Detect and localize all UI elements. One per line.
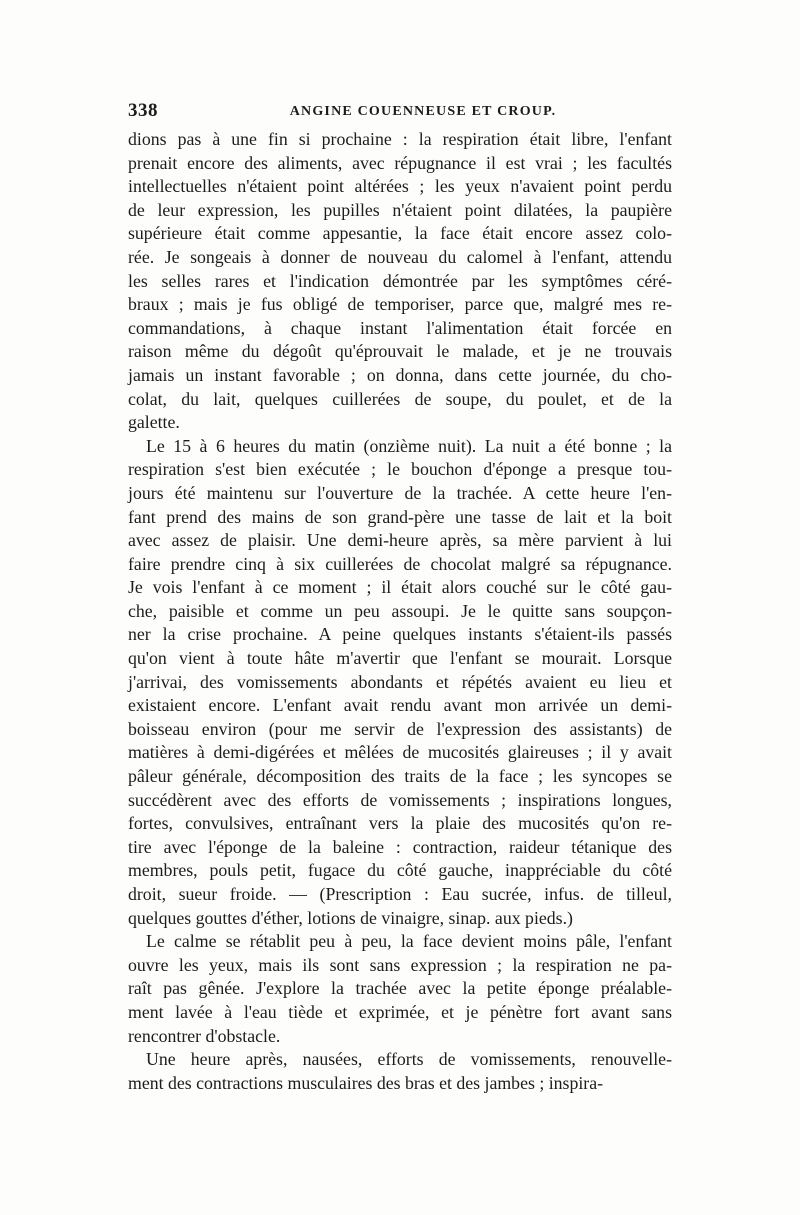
text-line: ment des contractions musculaires des bras et des jambes ; inspira- — [128, 1072, 604, 1093]
text-line: pâleur générale, décomposition des traits de la face ; les syncopes se — [128, 766, 672, 787]
page-number: 338 — [128, 100, 158, 121]
text-line: braux ; mais je fus obligé de temporiser, parce que, malgré mes re- — [128, 294, 672, 315]
running-title: ANGINE COUENNEUSE ET CROUP. — [289, 104, 557, 119]
text-line: j'arrivai, des vomissements abondants et répétés avaient eu lieu et — [128, 671, 672, 692]
text-line: jamais un instant favorable ; on donna, dans cette journée, du cho- — [128, 364, 672, 385]
paragraph — [128, 930, 672, 1048]
paragraph — [128, 128, 672, 435]
text-line: Je vois l'enfant à ce moment ; il était alors couché sur le côté gau- — [128, 577, 672, 598]
text-line: jours été maintenu sur l'ouverture de la trachée. A cette heure l'en- — [128, 482, 672, 503]
paragraph — [128, 1048, 672, 1095]
text-line: faire prendre cinq à six cuillerées de chocolat malgré sa répugnance. — [128, 553, 672, 574]
text-line: quelques gouttes d'éther, lotions de vinaigre, sinap. aux pieds.) — [128, 907, 573, 928]
text-line: raison même du dégoût qu'éprouvait le malade, et je ne trouvais — [128, 341, 672, 362]
text-line: colat, du lait, quelques cuillerées de soupe, du poulet, et de la — [128, 388, 672, 409]
paragraph — [128, 435, 672, 930]
text-line: commandations, à chaque instant l'alimentation était forcée en — [128, 317, 672, 338]
text-line: matières à demi-digérées et mêlées de mucosités glaireuses ; il y avait — [128, 742, 672, 763]
text-line: avec assez de plaisir. Une demi-heure après, sa mère parvient à lui — [128, 530, 672, 551]
text-line: droit, sueur froide. — (Prescription : Eau sucrée, infus. de tilleul, — [128, 884, 672, 904]
text-line: galette. — [128, 412, 180, 433]
text-line: prenait encore des aliments, avec répugnance il est vrai ; les facultés — [128, 152, 672, 173]
text-line: fant prend des mains de son grand-père une tasse de lait et la boit — [128, 506, 672, 527]
text-line: supérieure était comme appesantie, la face était encore assez colo- — [128, 223, 672, 244]
text-line: ment lavée à l'eau tiède et exprimée, et je pénètre fort avant sans — [128, 1001, 672, 1022]
text-line: existaient encore. L'enfant avait rendu avant mon arrivée un demi- — [128, 695, 672, 716]
text-line: che, paisible et comme un peu assoupi. Je le quitte sans soupçon- — [128, 600, 672, 621]
text-line: Une heure après, nausées, efforts de vomissements, renouvelle- — [146, 1049, 672, 1070]
text-line: respiration s'est bien exécutée ; le bouchon d'éponge a presque tou- — [128, 459, 672, 480]
text-line: de leur expression, les pupilles n'étaient point dilatées, la paupière — [128, 199, 672, 220]
text-line: fortes, convulsives, entraînant vers la plaie des mucosités qu'on re- — [128, 813, 672, 834]
body-text — [128, 128, 672, 1095]
text-line: intellectuelles n'étaient point altérées ; les yeux n'avaient point perdu — [128, 176, 672, 197]
text-line: membres, pouls petit, fugace du côté gauche, inappréciable du côté — [128, 860, 672, 881]
text-line: raît pas gênée. J'explore la trachée avec la petite éponge préalable- — [128, 978, 672, 999]
text-line: rencontrer d'obstacle. — [128, 1025, 281, 1046]
text-line: Le 15 à 6 heures du matin (onzième nuit). La nuit a été bonne ; la — [146, 435, 672, 456]
text-line: rée. Je songeais à donner de nouveau du calomel à l'enfant, attendu — [128, 246, 672, 267]
text-line: ner la crise prochaine. A peine quelques instants s'étaient-ils passés — [128, 624, 672, 645]
text-line: dions pas à une fin si prochaine : la respiration était libre, l'enfant — [128, 129, 672, 149]
text-line: les selles rares et l'indication démontrée par les symptômes céré- — [128, 270, 672, 291]
page-header — [128, 100, 688, 124]
text-line: succédèrent avec des efforts de vomissements ; inspirations longues, — [128, 789, 672, 810]
text-line: ouvre les yeux, mais ils sont sans expression ; la respiration ne pa- — [128, 954, 672, 975]
text-line: qu'on vient à toute hâte m'avertir que l'enfant se mourait. Lorsque — [128, 648, 672, 669]
text-line: boisseau environ (pour me servir de l'expression des assistants) de — [128, 718, 672, 739]
text-line: Le calme se rétablit peu à peu, la face devient moins pâle, l'enfant — [146, 931, 672, 952]
text-line: tire avec l'éponge de la baleine : contraction, raideur tétanique des — [128, 836, 672, 857]
